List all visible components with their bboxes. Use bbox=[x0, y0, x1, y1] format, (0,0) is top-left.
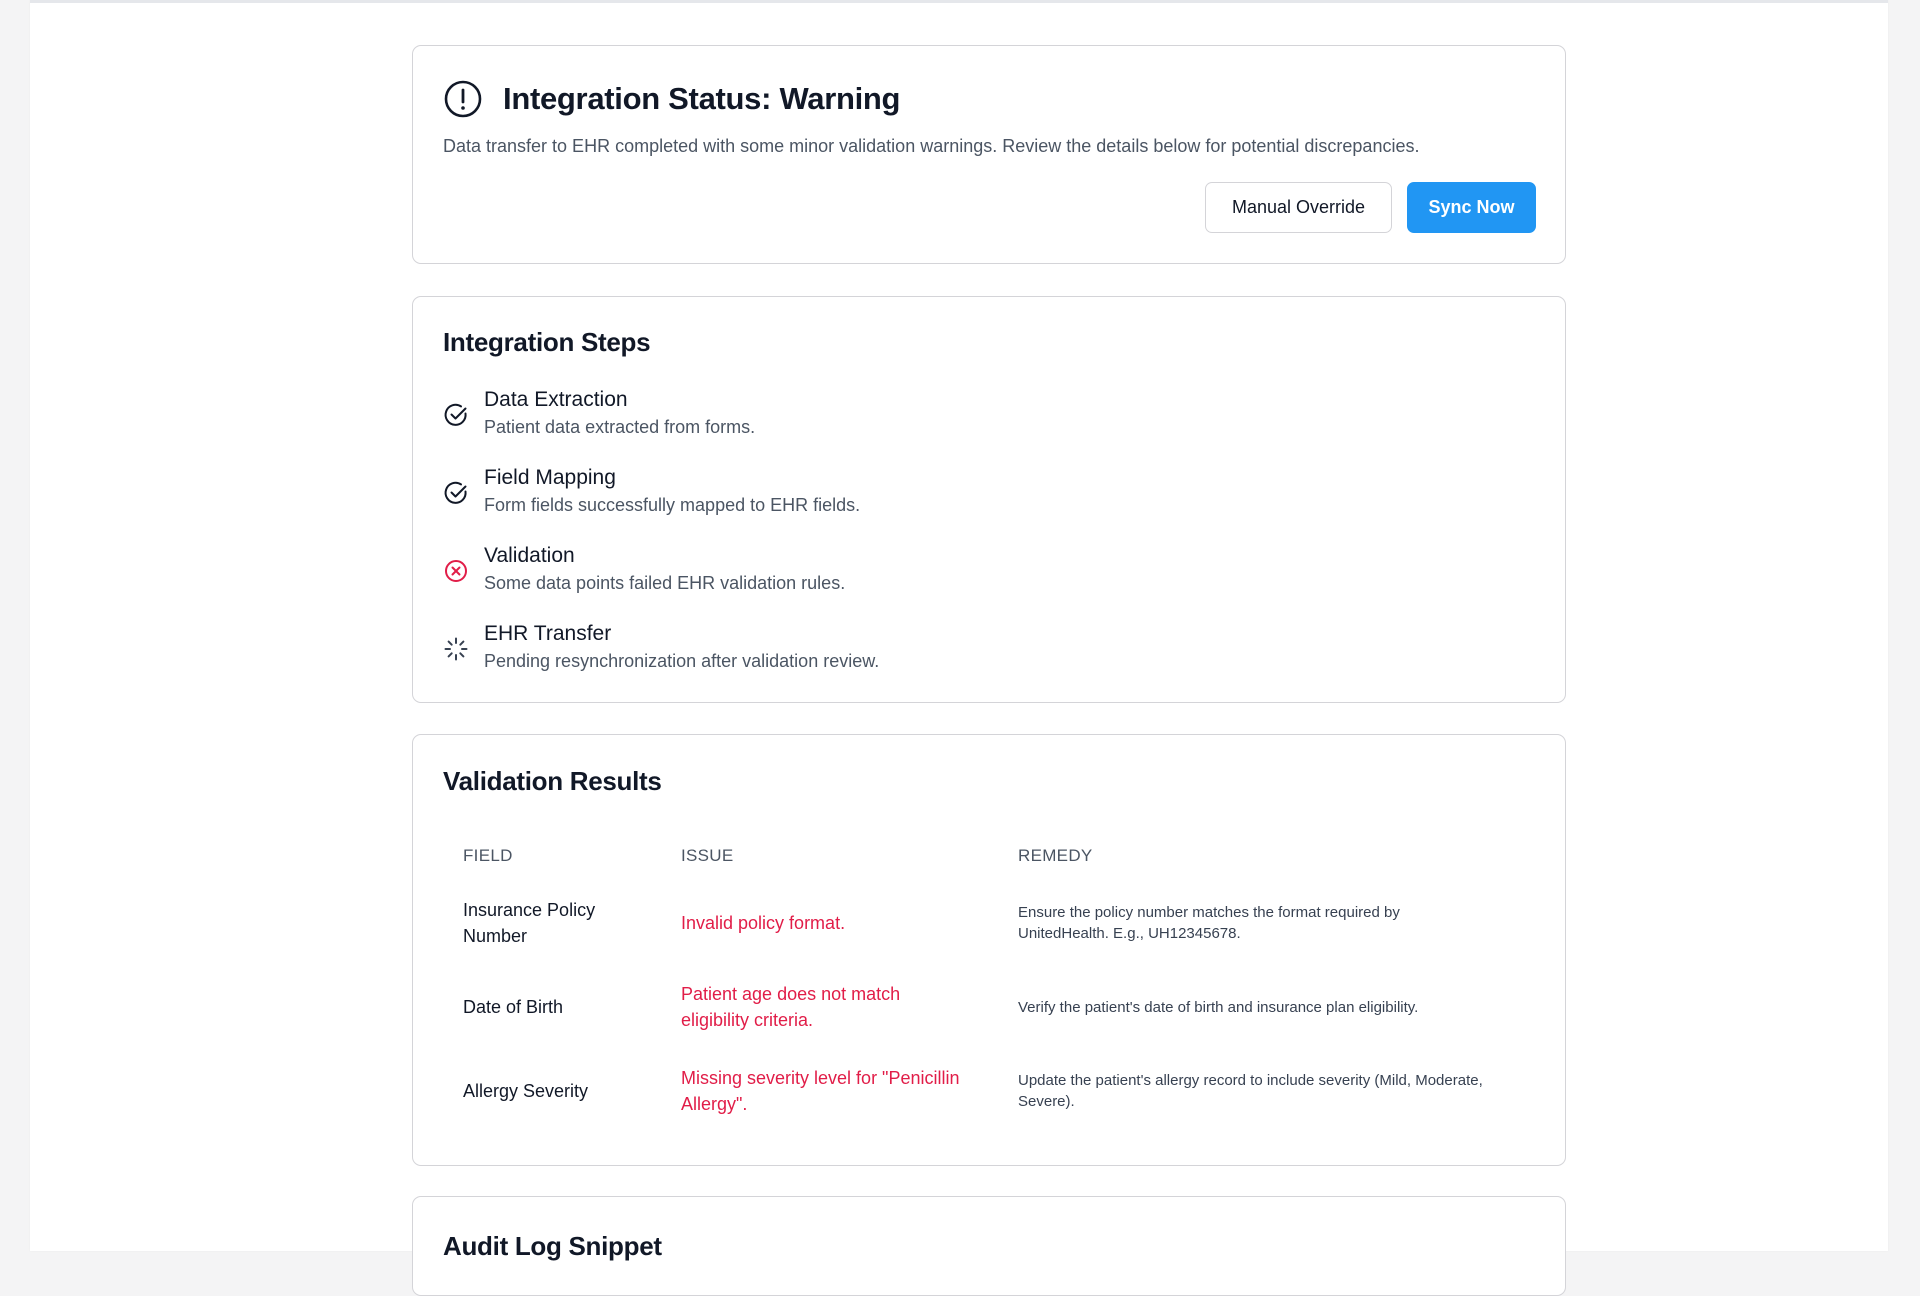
remedy-cell: Verify the patient's date of birth and insurance plan eligibility. bbox=[1018, 998, 1419, 1016]
check-circle-icon bbox=[443, 402, 469, 428]
validation-title: Validation Results bbox=[443, 766, 662, 796]
step-name: Validation bbox=[484, 544, 575, 567]
step-field-mapping bbox=[443, 464, 860, 518]
step-description: Pending resynchronization after validation review. bbox=[484, 651, 880, 671]
sync-now-button[interactable]: Sync Now bbox=[1407, 182, 1536, 233]
remedy-cell: Update the patient's allergy record to include severity (Mild, Moderate, Severe). bbox=[1018, 1072, 1483, 1110]
check-circle-icon bbox=[443, 480, 469, 506]
step-ehr-transfer bbox=[443, 620, 879, 674]
alert-circle-icon bbox=[443, 79, 483, 119]
audit-log-card bbox=[412, 1196, 1566, 1296]
column-header-remedy: REMEDY bbox=[1018, 846, 1093, 865]
spinner-icon bbox=[443, 636, 469, 662]
table-header bbox=[443, 831, 1537, 881]
status-description: Data transfer to EHR completed with some minor validation warnings. Review the details below for potential discrepancies. bbox=[443, 136, 1420, 156]
validation-table bbox=[443, 831, 1537, 1133]
integration-steps-card bbox=[412, 296, 1566, 703]
status-title: Integration Status: Warning bbox=[503, 81, 901, 116]
table-row bbox=[443, 965, 1537, 1049]
integration-status-card bbox=[412, 45, 1566, 264]
field-cell: Insurance Policy Number bbox=[463, 900, 596, 946]
audit-title: Audit Log Snippet bbox=[443, 1231, 662, 1261]
step-description: Patient data extracted from forms. bbox=[484, 417, 756, 437]
x-circle-icon bbox=[443, 558, 469, 584]
column-header-issue: ISSUE bbox=[681, 846, 734, 865]
validation-results-card bbox=[412, 734, 1566, 1166]
remedy-cell: Ensure the policy number matches the format required by UnitedHealth. E.g., UH12345678. bbox=[1018, 904, 1400, 942]
manual-override-button[interactable]: Manual Override bbox=[1205, 182, 1392, 233]
step-validation bbox=[443, 542, 845, 596]
table-row bbox=[443, 1049, 1537, 1133]
step-description: Some data points failed EHR validation rules. bbox=[484, 573, 846, 593]
status-header bbox=[443, 79, 900, 119]
issue-cell: Missing severity level for "Penicillin Allergy". bbox=[681, 1068, 960, 1114]
table-row bbox=[443, 881, 1537, 965]
page bbox=[30, 0, 1888, 1261]
issue-cell: Patient age does not match eligibility criteria. bbox=[681, 984, 901, 1030]
step-name: Data Extraction bbox=[484, 388, 628, 411]
field-cell: Allergy Severity bbox=[463, 1081, 589, 1101]
step-name: Field Mapping bbox=[484, 466, 616, 489]
issue-cell: Invalid policy format. bbox=[681, 913, 846, 933]
field-cell: Date of Birth bbox=[463, 997, 564, 1017]
step-data-extraction bbox=[443, 386, 755, 440]
column-header-field: FIELD bbox=[463, 846, 513, 865]
steps-title: Integration Steps bbox=[443, 327, 651, 357]
step-description: Form fields successfully mapped to EHR fields. bbox=[484, 495, 861, 515]
step-name: EHR Transfer bbox=[484, 622, 612, 645]
